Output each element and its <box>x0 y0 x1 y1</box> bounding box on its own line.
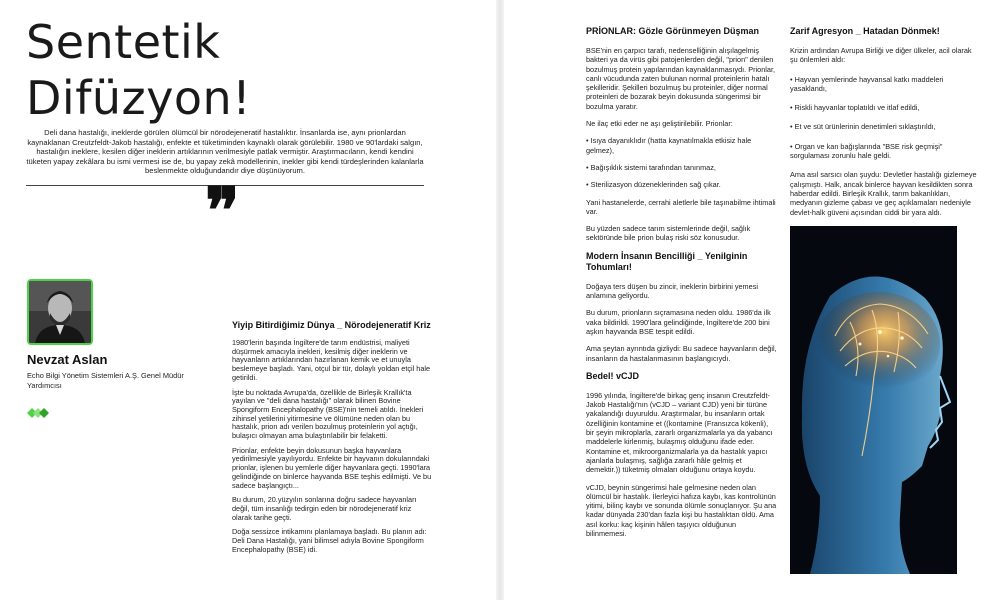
paragraph: Prionlar, enfekte beyin dokusunun başka hayvanlara yedirilmesiyle yayılıyordu. Enfekte bir hayvanın dokularındaki prionlar, işlenen bu yemlerle diğer hayvanlara geçti. 1990'lara gelindiğinde on binlerce hayvanda BSE teşhis edilmişti. Ve bu sadece başlangıçtı... <box>232 445 432 490</box>
bullet-item: • Sterilizasyon düzeneklerinden sağ çıkar. <box>586 180 721 190</box>
paragraph: Doğa sessizce intikamını planlamaya başladı. Bu planın adı: Deli Dana Hastalığı, yani bilimsel adıyla Bovine Spongiform Encephalopathy (BSE) idi. <box>232 527 427 554</box>
bullet-item: • Riskli hayvanlar toplatıldı ve itlaf edildi, <box>790 103 920 113</box>
author-job-title: Echo Bilgi Yönetim Sistemleri A.Ş. Genel Müdür Yardımcısı <box>27 371 184 390</box>
author-avatar <box>27 279 93 345</box>
section-heading-graceful-aggression: Zarif Agresyon _ Hatadan Dönmek! <box>790 26 940 36</box>
article-intro: Deli dana hastalığı, ineklerde görülen ölümcül bir nörodejeneratif hastalıktır. İnsanlarda ise, aynı prionlardan kaynaklanan Creutzfeldt-Jakob hastalığı, enfekte et tüketiminden kaynaklı olarak görülebilir. 1980 ve 90'lardaki salgın, hastalığın ineklere, kesilen diğer ineklerin artıklarının verilmesiyle patlak vermiştir. Araştırmacıların, kendi kendini tüketen yapay zekâlara bu ismi vermesi ise de, bu yapay zekâ modellerinin, inekler gibi kendi türdeşlerinden kalanlarla beslenmekte olduğundandır diye düşünüyorum. <box>26 128 424 176</box>
section-world-we-consumed <box>232 320 432 560</box>
paragraph: Yani hastanelerde, cerrahi aletlerle bile taşınabilme ihtimali var. <box>586 197 776 216</box>
bullet-item: • Organ ve kan bağışlarında "BSE risk geçmişi" sorgulaması zorunlu hale geldi. <box>790 141 943 161</box>
paragraph: 1980'lerin başında İngiltere'de tarım endüstrisi, maliyeti düşürmek amacıyla inekleri, kesilmiş diğer ineklerin ve hayvanların artıklarından hazırlanan kemik ve et unuyla beslemeye başladı. Yani, otçul bir tür, dolaylı yoldan etçil hale getirildi. <box>232 338 431 382</box>
right-column-2 <box>790 26 978 227</box>
title-line-2: Difüzyon! <box>26 71 252 125</box>
brain-illustration <box>790 226 957 574</box>
paragraph: BSE'nin en çarpıcı tarafı, nedenselliğinin alışılagelmiş bakteri ya da virüs gibi patojenlerden değil, "prion" denilen bozulmuş protein yapılarından kaynaklanmasıydı. Prionlar, canlı vücudunda zaten bulunan normal proteinlerin hatalı şekilleridir. Şekilleri bozulmuş bu proteinler, diğer normal proteinleri de bozarak beyin dokusunda süngerimsi bir bozulma yaratır. <box>586 46 776 111</box>
paragraph: vCJD, beynin süngerimsi hale gelmesine neden olan ölümcül bir hastalık. İlerleyici hafıza kaybı, kas kontrolünün yitimi, bilinç kaybı ve sonunda ölümle sonuçlanıyor. Şu ana kadar dünyada 230'dan fazla kişi bu hastalıktan öldü. Ama asıl korku: kaç kişinin hâlen taşıyıcı olduğunun bilinmemesi. <box>586 482 777 538</box>
paragraph: Doğaya ters düşen bu zincir, ineklerin birbirini yemesi anlamına geliyordu. <box>586 281 758 301</box>
quote-mark-icon: ❞ <box>205 174 240 249</box>
paragraph: Ama şeytan ayrıntıda gizliydi: Bu sadece hayvanların değil, insanların da hastalanmasının başlangıcıydı. <box>586 344 777 363</box>
company-logo-icon <box>27 404 49 422</box>
page-gutter <box>496 0 504 600</box>
bullet-item: • Isıya dayanıklıdır (hatta kaynatılmakla etkisiz hale gelmez), <box>586 136 752 155</box>
paragraph: İşte bu noktada Avrupa'da, özellikle de Birleşik Krallık'ta yayılan ve "deli dana hastalığı" olarak bilinen Bovine Spongiform Encephalopathy (BSE)'nin temeli atıldı. İnekleri zihinsel yetilerini yitirmesine ve ölümüne neden olan bu hastalık, prion adı verilen bozulmuş proteinlerin yol açtığı, bulaşıcı olmayan ama bulaştırılabilir bir felaketti. <box>232 387 424 441</box>
bullet-item: • Bağışıklık sistemi tarafından tanınmaz, <box>586 162 716 172</box>
author-portrait-icon <box>29 281 91 343</box>
section-heading-vcjd: Bedel! vCJD <box>586 370 640 381</box>
paragraph: Ama asıl sarsıcı olan şuydu: Devletler hastalığı gizlemeye çalışmıştı. Halk, ancak binlerce hayvan kesildikten sonra haberdar edildi. Birleşik Krallık, tarım bakanlıkları, medyanın gizleme çabası ve geç açıklamaları nedeniyle devlet-halk güveni açısından ciddi bir yara aldı. <box>790 170 977 217</box>
section-heading-prions: PRİONLAR: Gözle Görünmeyen Düşman <box>586 26 760 36</box>
paragraph: Bu durum, prionların sıçramasına neden oldu. 1986'da ilk vaka bildirildi. 1990'lara gelindiğinde, İngiltere'de 200 bini aşkın hayvanda BSE tespit edildi. <box>586 308 771 336</box>
author-name: Nevzat Aslan <box>27 352 108 367</box>
section-heading-modern-human: Modern İnsanın Bencilliği _ Yenilginin Tohumları! <box>586 250 748 272</box>
section-heading: Yiyip Bitirdiğimiz Dünya _ Nörodejeneratif Kriz <box>232 320 431 330</box>
paragraph: 1996 yılında, İngiltere'de birkaç genç insanın Creutzfeldt-Jakob Hastalığı'nın (vCJD – variant CJD) yeni bir türüne yakalandığı duyuruldu. Araştırmalar, bu insanların ortak özelliğinin kontamine et ((kontamine (Fransızca kökenli), bir şeyin mikroplarla, zararlı organizmalarla ya da yabancı maddelerle kirlenmiş, bulaşmış olduğunu ifade eder. Kontamine et, mikroorganizmalarla ya da hastalık yapıcı ajanlarla bulaşmış, sağlığa zararlı hâle gelmiş et demektir.)) tüketmiş olmaları olduğunu ortaya koydu. <box>586 390 773 475</box>
paragraph: Bu yüzden sadece tarım sistemlerinde değil, sağlık sektöründe bile prion bulaş riski söz konusudur. <box>586 224 751 243</box>
paragraph: Ne ilaç etki eder ne aşı geliştirilebilir. Prionlar: <box>586 119 733 129</box>
paragraph: Krizin ardından Avrupa Birliği ve diğer ülkeler, acil olarak şu önlemleri aldı: <box>790 46 972 65</box>
paragraph: Bu durum, 20.yüzyılın sonlarına doğru sadece hayvanları değil, tüm insanlığı tedirgin eden bir nörodejeneratif kriz olarak tarihe geçti. <box>232 495 417 522</box>
title-line-1: Sentetik <box>26 15 221 69</box>
right-column-1 <box>586 26 778 546</box>
bullet-item: • Et ve süt ürünlerinin denetimleri sıklaştırıldı, <box>790 122 936 132</box>
bullet-item: • Hayvan yemlerinde hayvansal katkı maddeleri yasaklandı, <box>790 74 944 93</box>
glowing-brain-head-icon <box>790 226 957 574</box>
article-title <box>26 14 251 126</box>
